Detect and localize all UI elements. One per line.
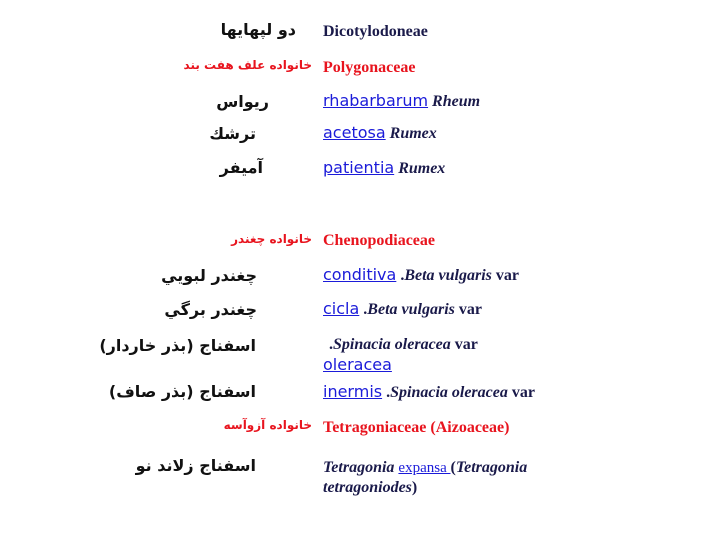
species-patientia-row xyxy=(323,158,445,179)
persian-family-aizoaceae: خانواده آزوآسه xyxy=(223,418,312,432)
species-beta-vulgaris-1: Beta vulgaris xyxy=(404,267,492,284)
species-spinacia-oleracea-2: Spinacia oleracea xyxy=(390,384,508,401)
latin-class-dicotylodoneae: Dicotylodoneae xyxy=(323,23,428,40)
genus-rumex-1: Rumex xyxy=(389,125,437,142)
species-inermis-row xyxy=(323,382,535,403)
separator-dot: . xyxy=(400,267,405,284)
species-rhabarbarum-row xyxy=(323,91,480,112)
species-expansa-row xyxy=(323,458,613,498)
species-cicla-row xyxy=(323,299,482,320)
close-paren: ) xyxy=(411,479,418,496)
persian-family-chenopodiaceae: خانواده چغندر xyxy=(231,232,312,246)
persian-name-smooth-spinach: اسفناج (بذر صاف) xyxy=(108,382,256,401)
open-paren: ( xyxy=(450,459,456,476)
species-tetragoniodes: tetragoniodes xyxy=(323,479,412,496)
genus-rumex-2: Rumex xyxy=(398,160,446,177)
persian-family-polygonaceae: خانواده علف هفت بند xyxy=(183,58,312,72)
latin-family-polygonaceae: Polygonaceae xyxy=(323,59,416,76)
var-label: var xyxy=(511,384,535,401)
genus-rheum: Rheum xyxy=(432,93,481,110)
conditiva-link[interactable]: conditiva xyxy=(323,265,397,284)
latin-family-tetragoniaceae: Tetragoniaceae (Aizoaceae) xyxy=(323,419,510,436)
persian-name-prickly-spinach: اسفناج (بذر خاردار) xyxy=(99,336,256,355)
species-oleracea-row xyxy=(323,335,583,376)
rhabarbarum-link[interactable]: rhabarbarum xyxy=(323,91,429,110)
species-conditiva-row xyxy=(323,265,519,286)
var-label: var xyxy=(495,267,519,284)
persian-name-beetroot: چغندر لبويي xyxy=(161,266,257,285)
separator-dot: . xyxy=(363,301,368,318)
genus-tetragonia-2: Tetragonia xyxy=(455,459,528,476)
separator-dot: . xyxy=(329,336,333,353)
latin-family-chenopodiaceae: Chenopodiaceae xyxy=(323,232,435,249)
persian-name-patience-dock: آمیفر xyxy=(219,158,263,177)
persian-name-new-zealand-spinach: اسفناج زلاند نو xyxy=(135,456,256,475)
separator-dot: . xyxy=(386,384,391,401)
persian-name-chard: چغندر برگي xyxy=(164,300,257,319)
species-acetosa-row xyxy=(323,123,437,144)
inermis-link[interactable]: inermis xyxy=(323,382,383,401)
species-spinacia-oleracea-1: Spinacia oleracea xyxy=(333,336,451,353)
var-label: var xyxy=(458,301,482,318)
cicla-link[interactable]: cicla xyxy=(323,299,360,318)
persian-name-rhubarb: ریواس xyxy=(216,92,269,111)
var-label: var xyxy=(454,336,478,353)
persian-name-sorrel: ترشك xyxy=(209,124,256,143)
persian-label-dicots: دو لپهایها xyxy=(220,20,296,39)
patientia-link[interactable]: patientia xyxy=(323,158,395,177)
oleracea-link[interactable]: oleracea xyxy=(323,355,392,374)
species-beta-vulgaris-2: Beta vulgaris xyxy=(367,301,455,318)
genus-tetragonia-1: Tetragonia xyxy=(323,459,395,476)
acetosa-link[interactable]: acetosa xyxy=(323,123,386,142)
expansa-link[interactable]: expansa xyxy=(398,460,451,476)
